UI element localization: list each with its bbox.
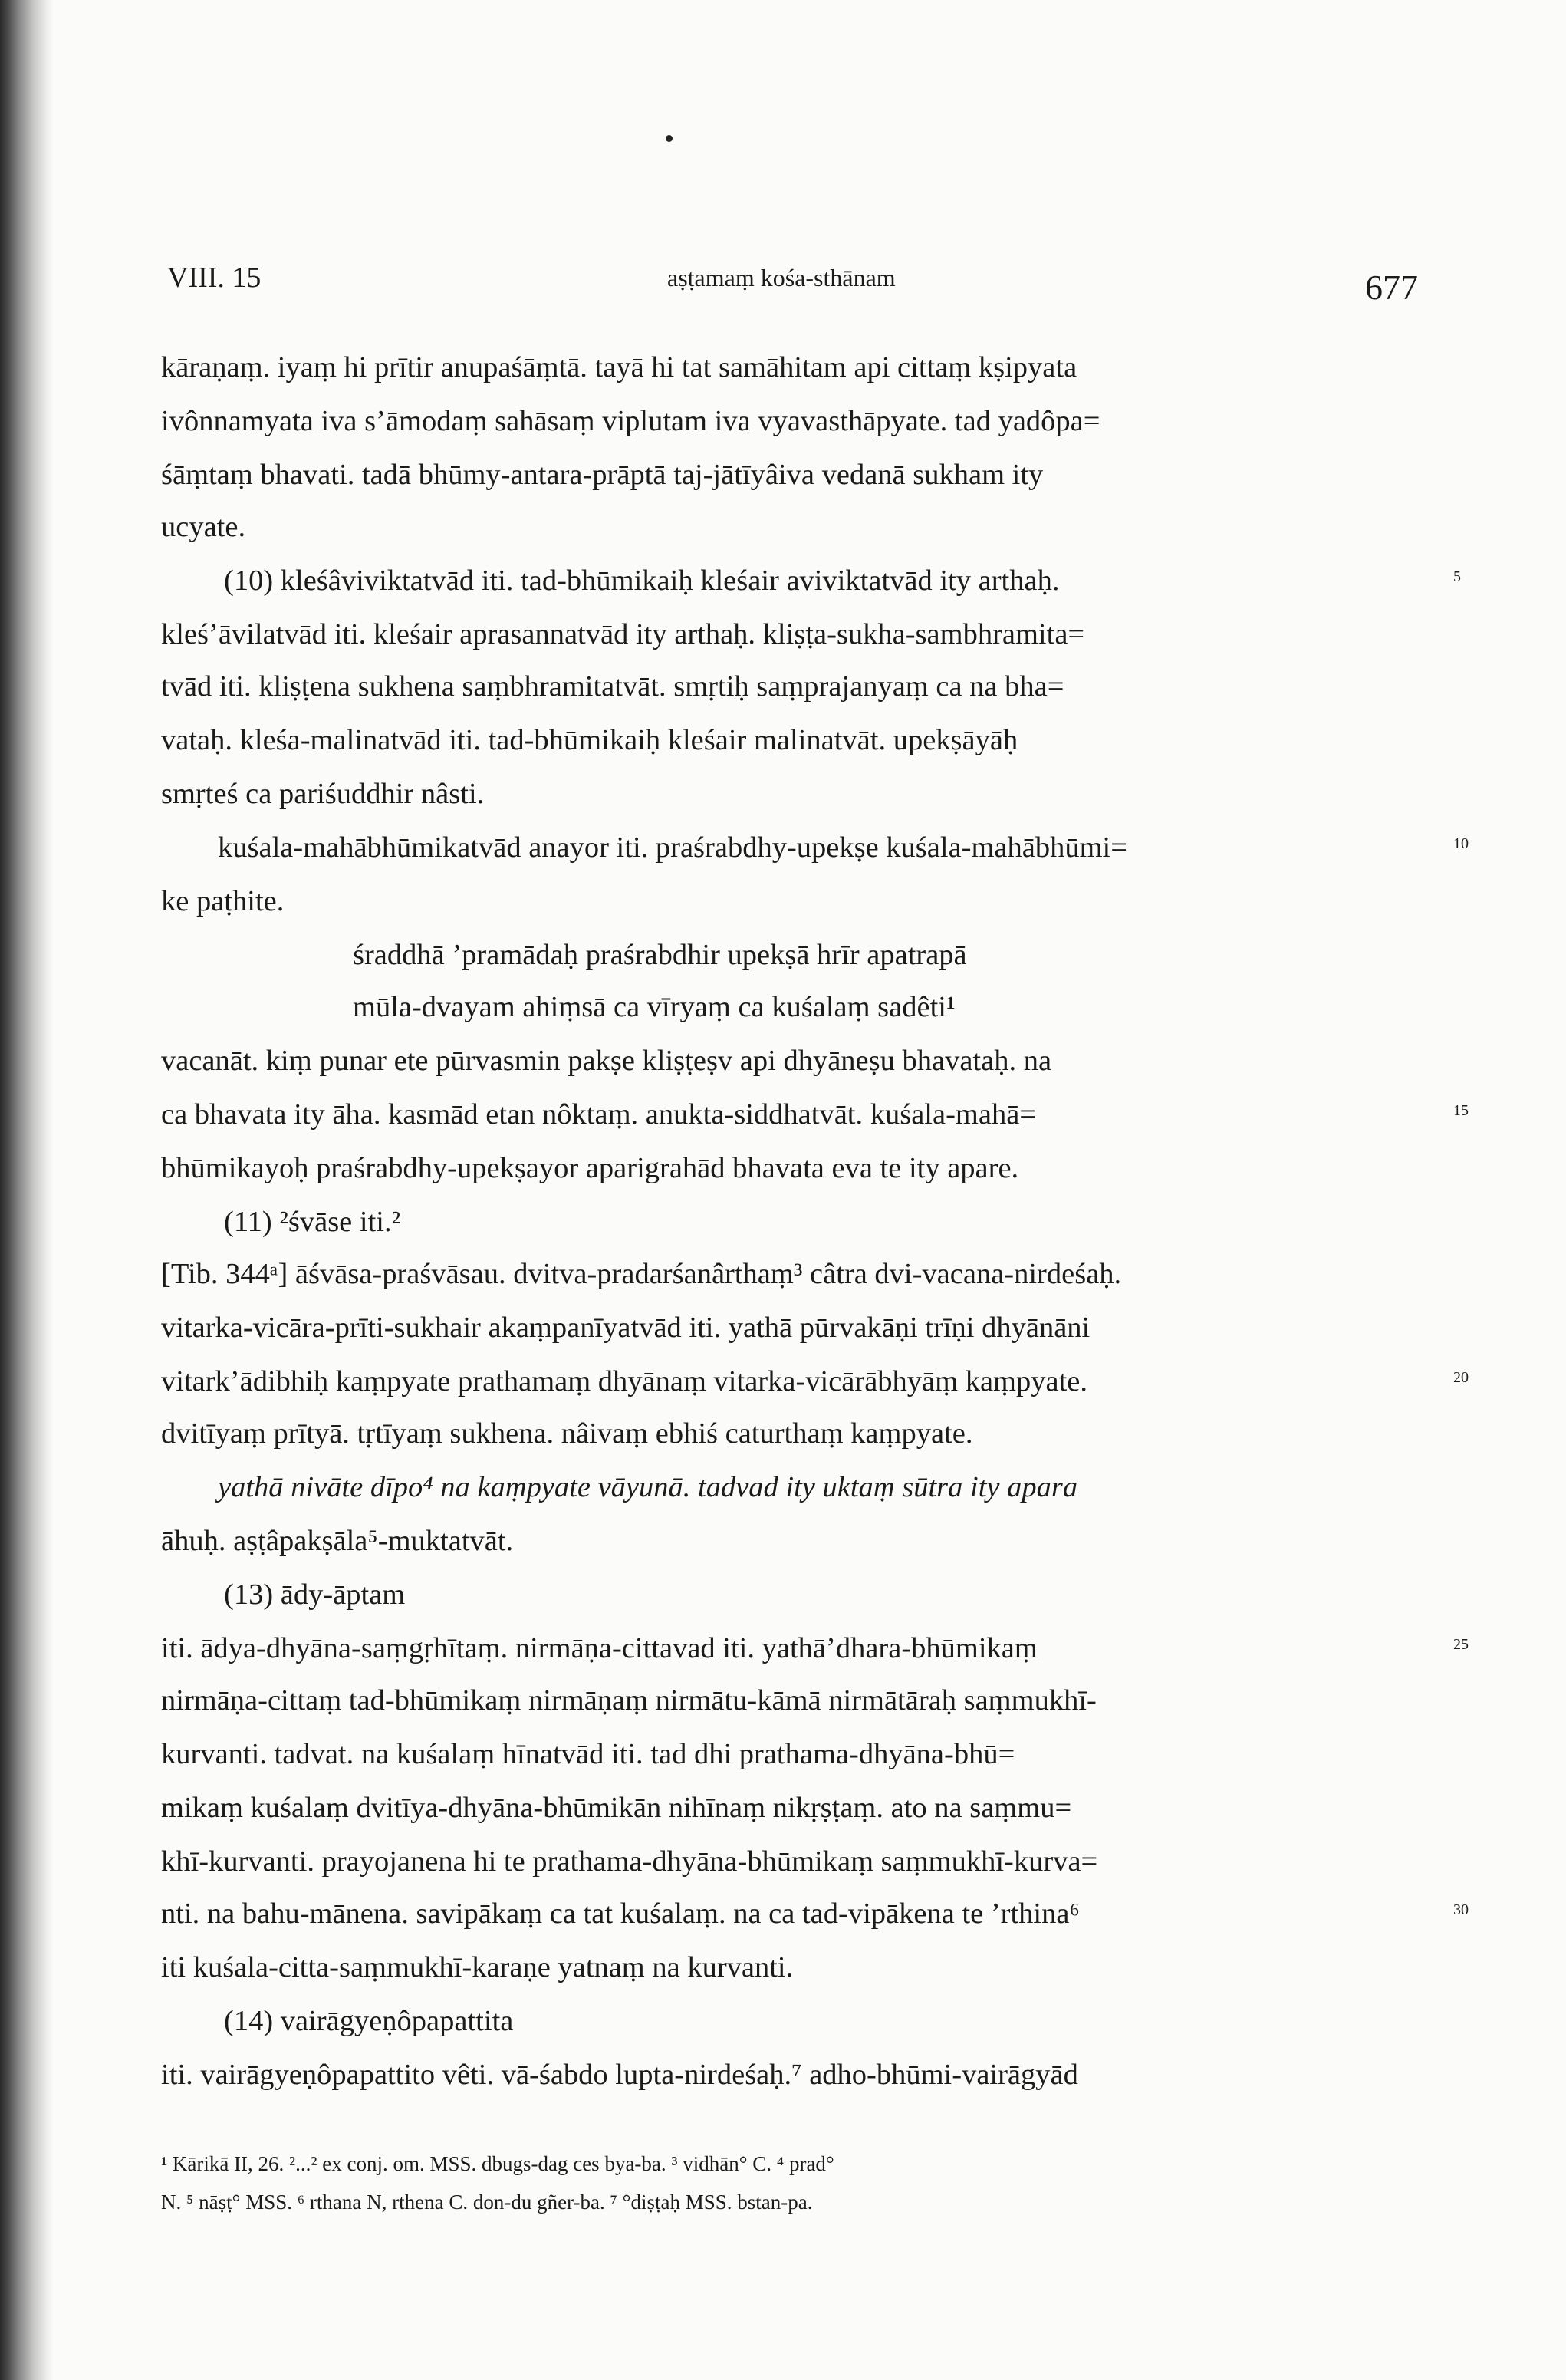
- text-line: iti kuśala-citta-saṃmukhī-karaṇe yatnaṃ na kurvanti.: [161, 1951, 794, 1983]
- text-line: dvitīyaṃ prītyā. tṛtīyaṃ sukhena. nâivaṃ ebhiś caturthaṃ kaṃpyate.: [161, 1417, 973, 1450]
- text-line: ucyate.: [161, 511, 246, 543]
- text-line: yathā nivāte dīpo⁴ na kaṃpyate vāyunā. tadvad ity uktaṃ sūtra ity apara: [218, 1471, 1078, 1503]
- text-line: ca bhavata ity āha. kasmād etan nôktaṃ. anukta-siddhatvāt. kuśala-mahā=: [161, 1098, 1036, 1131]
- text-line: (14) vairāgyeṇôpapattita: [224, 2005, 514, 2037]
- text-line: nirmāṇa-cittaṃ tad-bhūmikaṃ nirmāṇaṃ nirmātu-kāmā nirmātāraḥ saṃmukhī-: [161, 1684, 1097, 1717]
- text-line: smṛteś ca pariśuddhir nâsti.: [161, 778, 485, 810]
- text-line: vacanāt. kiṃ punar ete pūrvasmin pakṣe kliṣṭeṣv api dhyāneṣu bhavataḥ. na: [161, 1045, 1052, 1077]
- text-line: (10) kleśâviviktatvād iti. tad-bhūmikaiḥ kleśair aviviktatvād ity arthaḥ.: [224, 565, 1060, 597]
- text-line: vitark’ādibhiḥ kaṃpyate prathamaṃ dhyānaṃ vitarka-vicārābhyāṃ kaṃpyate.: [161, 1365, 1087, 1397]
- text-line: [Tib. 344ᵃ] āśvāsa-praśvāsau. dvitva-pradarśanârthaṃ³ câtra dvi-vacana-nirdeśaḥ.: [161, 1258, 1122, 1290]
- verse-line: mūla-dvayam ahiṃsā ca vīryaṃ ca kuśalaṃ sadêti¹: [353, 991, 956, 1023]
- footnote-line: N. ⁵ nāṣṭ° MSS. ⁶ rthana N, rthena C. don-du gñer-ba. ⁷ °diṣṭaḥ MSS. bstan-pa.: [161, 2191, 813, 2214]
- text-line: tvād iti. kliṣṭena sukhena saṃbhramitatvāt. smṛtiḥ saṃprajanyaṃ ca na bha=: [161, 670, 1064, 703]
- text-line: ke paṭhite.: [161, 885, 285, 917]
- text-line: khī-kurvanti. prayojanena hi te prathama-dhyāna-bhūmikaṃ saṃmukhī-kurva=: [161, 1845, 1098, 1878]
- line-number: 5: [1453, 568, 1461, 585]
- text-line: kāraṇaṃ. iyaṃ hi prītir anupaśāṃtā. tayā hi tat samāhitam api cittaṃ kṣipyata: [161, 351, 1077, 383]
- text-line: iti. vairāgyeṇôpapattito vêti. vā-śabdo lupta-nirdeśaḥ.⁷ adho-bhūmi-vairāgyād: [161, 2059, 1078, 2091]
- chapter-title: aṣṭamaṃ kośa-sthānam: [667, 264, 896, 291]
- text-line: nti. na bahu-mānena. savipākaṃ ca tat kuśalaṃ. na ca tad-vipākena te ’rthina⁶: [161, 1898, 1080, 1930]
- line-number: 10: [1453, 835, 1469, 852]
- text-line: bhūmikayoḥ praśrabdhy-upekṣayor aparigrahād bhavata eva te ity apare.: [161, 1152, 1019, 1184]
- text-line: ivônnamyata iva s’āmodaṃ sahāsaṃ viplutam iva vyavasthāpyate. tad yadôpa=: [161, 405, 1100, 437]
- line-number: 20: [1453, 1369, 1469, 1386]
- line-number: 30: [1453, 1901, 1469, 1918]
- text-line: iti. ādya-dhyāna-saṃgṛhītaṃ. nirmāṇa-cittavad iti. yathā’dhara-bhūmikaṃ: [161, 1632, 1038, 1664]
- text-line: vataḥ. kleśa-malinatvād iti. tad-bhūmikaiḥ kleśair malinatvāt. upekṣāyāḥ: [161, 724, 1018, 756]
- text-line: kurvanti. tadvat. na kuśalaṃ hīnatvād iti. tad dhi prathama-dhyāna-bhū=: [161, 1738, 1015, 1770]
- footnote-line: ¹ Kārikā II, 26. ²...² ex conj. om. MSS. dbugs-dag ces bya-ba. ³ vidhān° C. ⁴ prad°: [161, 2152, 834, 2175]
- text-line: āhuḥ. aṣṭâpakṣāla⁵-muktatvāt.: [161, 1525, 514, 1557]
- text-line: kleś’āvilatvād iti. kleśair aprasannatvād ity arthaḥ. kliṣṭa-sukha-sambhramita=: [161, 618, 1085, 650]
- page-number: 677: [1365, 268, 1418, 307]
- section-number: VIII. 15: [167, 262, 262, 294]
- verse-line: śraddhā ’pramādaḥ praśrabdhir upekṣā hrīr apatrapā: [353, 939, 967, 971]
- text-line: (13) ādy-āptam: [224, 1578, 406, 1611]
- text-line: kuśala-mahābhūmikatvād anayor iti. praśrabdhy-upekṣe kuśala-mahābhūmi=: [218, 831, 1127, 864]
- text-line: śāṃtaṃ bhavati. tadā bhūmy-antara-prāptā taj-jātīyâiva vedanā sukham ity: [161, 459, 1044, 491]
- text-line: mikaṃ kuśalaṃ dvitīya-dhyāna-bhūmikān nihīnaṃ nikṛṣṭaṃ. ato na saṃmu=: [161, 1792, 1072, 1824]
- text-line: vitarka-vicāra-prīti-sukhair akaṃpanīyatvād iti. yathā pūrvakāṇi trīṇi dhyānāni: [161, 1312, 1091, 1344]
- line-number: 25: [1453, 1636, 1469, 1653]
- line-number: 15: [1453, 1102, 1469, 1119]
- text-line: (11) ²śvāse iti.²: [224, 1206, 401, 1238]
